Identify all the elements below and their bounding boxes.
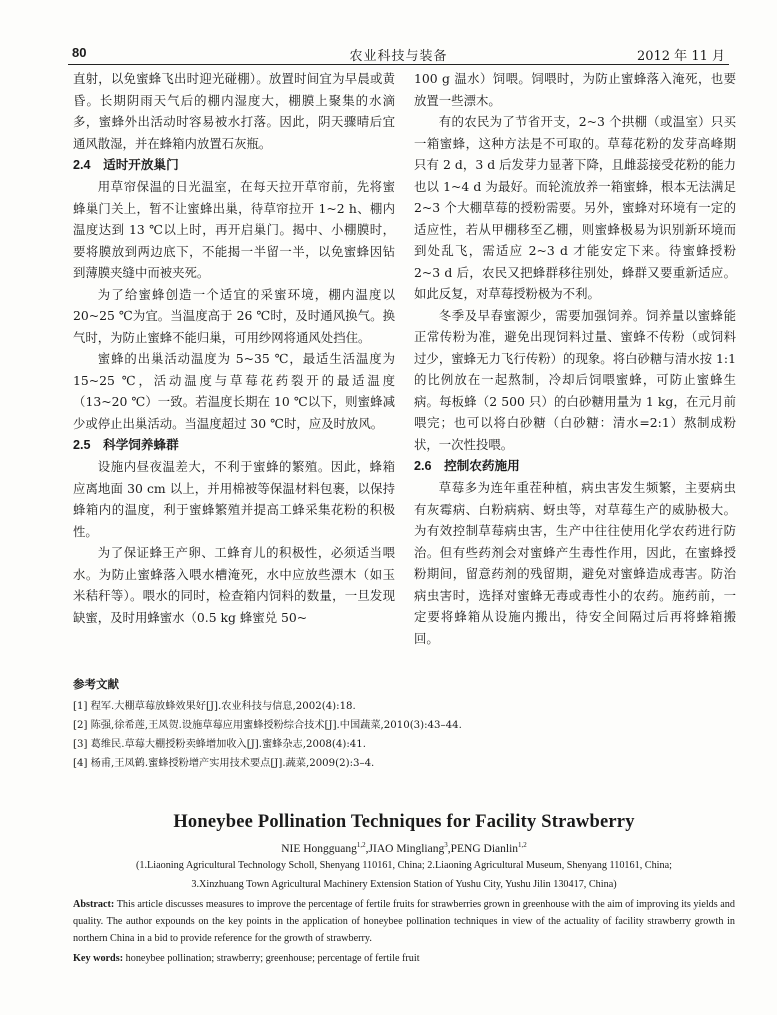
paragraph: 100 g 温水）饲喂。饲喂时，为防止蜜蜂落入淹死，也要放置一些漂木。 <box>414 71 736 108</box>
english-abstract-block <box>73 812 735 967</box>
keywords <box>73 950 735 967</box>
reference-item: [4] 杨甫,王凤鹤.蜜蜂授粉增产实用技术要点[J].蔬菜,2009(2):3–4. <box>73 758 375 769</box>
english-title: Honeybee Pollination Techniques for Facility Strawberry <box>173 812 635 832</box>
section-heading-2-6: 2.6 控制农药施用 <box>414 459 520 473</box>
affiliation: (1.Liaoning Agricultural Technology Scholl, Shenyang 110161, China; 2.Liaoning Agricultural Museum, Shenyang 110161, China; <box>136 859 672 871</box>
references-title: 参考文献 <box>73 679 119 691</box>
paragraph: 草莓多为连年重茬种植，病虫害发生频繁，主要病虫有灰霉病、白粉病病、蚜虫等，对草莓生产的威胁极大。为有效控制草莓病虫害，生产中往往使用化学农药进行防治。但有些药剂会对蜜蜂产生毒性作用，因此，在蜜蜂授粉期间，留意药剂的残留期，避免对蜜蜂造成毒害。防治病虫害时，选择对蜜蜂无毒或毒性小的农药。施药前，一定要将蜂箱从设施内搬出，待安全间隔过后再将蜂箱搬回。 <box>414 480 736 646</box>
left-column <box>73 68 395 628</box>
right-column <box>414 68 736 649</box>
abstract <box>73 896 735 947</box>
author-affil-mark: 1,2 <box>518 841 527 849</box>
reference-item: [3] 葛维民.草莓大棚授粉卖蜂增加收入[J].蜜蜂杂志,2008(4):41. <box>73 739 366 750</box>
paragraph: 用草帘保温的日光温室，在每天拉开草帘前，先将蜜蜂巢门关上，暂不让蜜蜂出巢，待草帘拉开 1~2 h、棚内温度达到 13 ℃以上时，再开启巢门。揭中、小棚膜时，要将膜放到两边底下，不能揭一半留一半，以免蜜蜂因钻到薄膜夹缝中而被夹死。 <box>73 179 395 280</box>
affiliation: 3.Xinzhuang Town Agricultural Machinery Extension Station of Yushu City, Yushu Jilin 130417, China) <box>191 878 617 890</box>
paragraph: 有的农民为了节省开支，2~3 个拱棚（或温室）只买一箱蜜蜂，这种方法是不可取的。草莓花粉的发芽高峰期只有 2 d，3 d 后发芽力显著下降，且雌蕊接受花粉的能力也以 1~4 d 为最好。而轮流放养一箱蜜蜂，根本无法满足 2~3 个大棚草莓的授粉需要。另外，蜜蜂对环境有一定的适应性，若从甲棚移至乙棚，则蜜蜂极易为识别新环境而到处乱飞，需适应 2~3 d 才能安定下来。待蜜蜂授粉 2~3 d 后，农民又把蜂群移往别处，蜂群又要重新适应。如此反复，对草莓授粉极为不利。 <box>414 114 736 301</box>
page-number: 80 <box>72 45 87 60</box>
keywords-text: honeybee pollination; strawberry; greenhouse; percentage of fertile fruit <box>125 952 420 964</box>
journal-name: 农业科技与装备 <box>349 49 448 64</box>
references <box>73 676 733 773</box>
abstract-text: This article discusses measures to improve the percentage of fertile fruits for strawberries grown in greenhouse with the aim of improving its yields and quality. The author expounds on the key points in the application of honeybee pollination techniques in view of the actuality of facility strawberry growth in northern China in a bid to provide reference for the growth of strawberry. <box>73 898 735 944</box>
paragraph: 冬季及早春蜜源少，需要加强饲养。饲养量以蜜蜂能正常传粉为准，避免出现饲料过量、蜜蜂不传粉（或饲料过少，蜜蜂无力飞行传粉）的现象。将白砂糖与清水按 1:1 的比例放在一起熬制，冷却后饲喂蜜蜂，可防止蜜蜂生病。每板蜂（2 500 只）的白砂糖用量为 1 kg，在元月前喂完；也可以将白砂糖（白砂糖：清水=2:1）熬制成粉状，一次性投喂。 <box>414 307 736 452</box>
author-name: PENG Dianlin <box>450 842 519 855</box>
author-name: NIE Hongguang <box>281 842 357 855</box>
paragraph: 直射，以免蜜蜂飞出时迎光碰棚）。放置时间宜为早晨或黄昏。长期阴雨天气后的棚内湿度大，棚膜上聚集的水滴多，蜜蜂外出活动时容易被水打落。因此，阴天骤晴后宜通风散湿，并在蜂箱内放置石灰瓶。 <box>73 71 395 151</box>
paragraph: 为了给蜜蜂创造一个适宜的采蜜环境，棚内温度以 20~25 ℃为宜。当温度高于 26 ℃时，及时通风换气。换气时，为防止蜜蜂不能归巢，可用纱网将通风处挡住。 <box>73 286 395 345</box>
section-heading-2-4: 2.4 适时开放巢门 <box>73 158 179 172</box>
keywords-label: Key words: <box>73 952 124 964</box>
page-header <box>68 42 729 65</box>
author-affil-mark: 1,2 <box>356 841 366 849</box>
paragraph: 蜜蜂的出巢活动温度为 5~35 ℃，最适生活温度为 15~25 ℃，活动温度与草莓花药裂开的最适温度（13~20 ℃）一致。若温度长期在 10 ℃以下，则蜜蜂减少或停止出巢活动。当温度超过 30 ℃时，应及时放风。 <box>73 351 395 431</box>
reference-item: [1] 程军.大棚草莓放蜂效果好[J].农业科技与信息,2002(4):18. <box>73 701 356 712</box>
paragraph: 为了保证蜂王产卵、工蜂育儿的积极性，必须适当喂水。为防止蜜蜂落入喂水槽淹死，水中应放些漂木（如玉米秸秆等）。喂水的同时，检查箱内饲料的数量，一旦发现缺蜜，及时用蜂蜜水（0.5 kg 蜂蜜兑 50~ <box>73 545 395 625</box>
author-affil-mark: 3 <box>444 841 448 849</box>
paragraph: 设施内昼夜温差大，不利于蜜蜂的繁殖。因此，蜂箱应离地面 30 cm 以上，并用棉被等保温材料包裹，以保持蜂箱内的温度，利于蜜蜂繁殖并提高工蜂采集花粉的积极性。 <box>73 459 395 539</box>
author-name: JIAO Mingliang <box>368 842 445 855</box>
english-authors: NIE Hongguang$^{1,2}$,JIAO Mingliang$^3$,PENG Dianlin$^{1,2}$ <box>281 841 527 855</box>
abstract-label: Abstract: <box>73 898 115 910</box>
section-heading-2-5: 2.5 科学饲养蜂群 <box>73 438 179 452</box>
issue-date: 2012 年 11 月 <box>636 49 725 64</box>
reference-item: [2] 陈强,徐希莲,王凤贺.设施草莓应用蜜蜂授粉综合技术[J].中国蔬菜,2010(3):43–44. <box>73 720 462 731</box>
